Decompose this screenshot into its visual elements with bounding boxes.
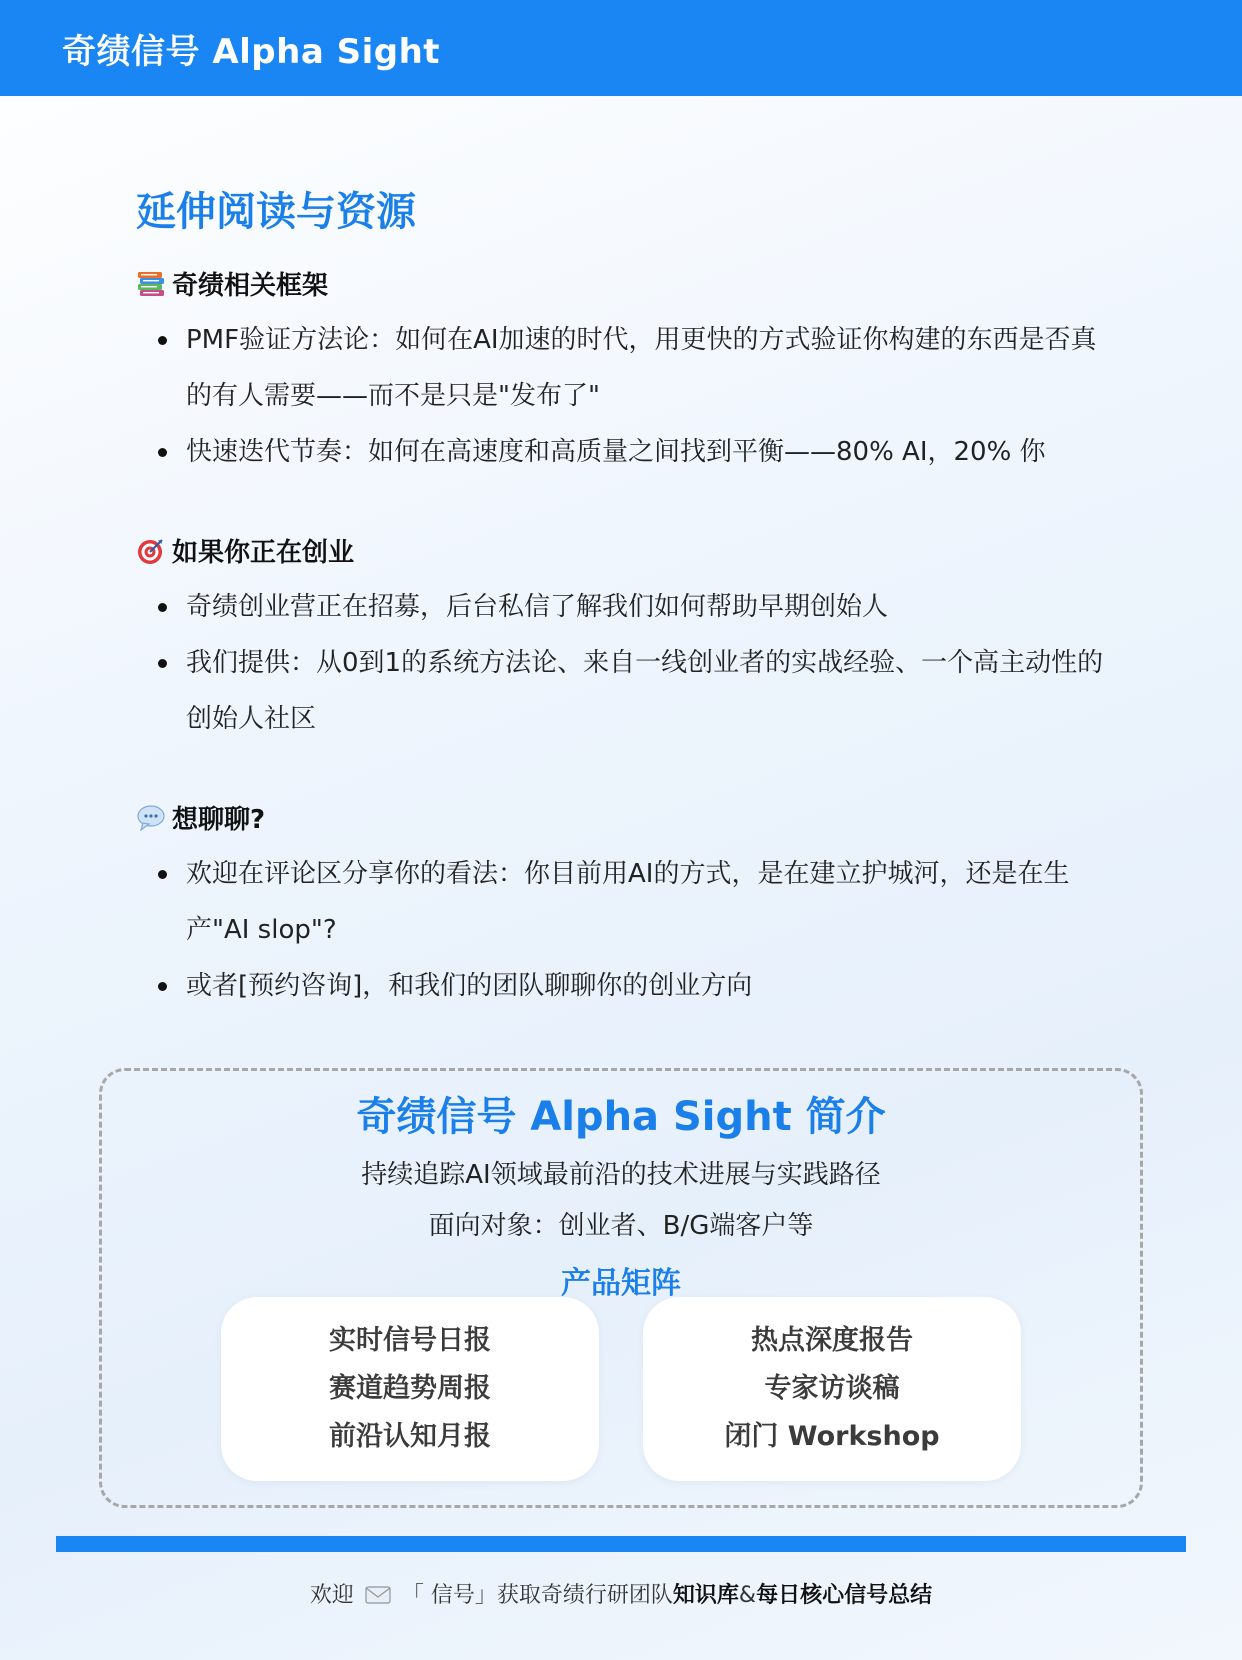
main-content	[136, 180, 1116, 1066]
product-card	[221, 1297, 599, 1481]
books-icon	[136, 269, 166, 299]
product-item: 实时信号日报	[329, 1325, 491, 1356]
speech-bubble-icon	[136, 803, 166, 833]
intro-box	[99, 1068, 1143, 1508]
list-item: 奇绩创业营正在招募，后台私信了解我们如何帮助早期创始人	[158, 579, 1116, 635]
intro-title: 奇绩信号 Alpha Sight 简介	[356, 1094, 886, 1140]
list-item: 我们提供：从0到1的系统方法论、来自一线创业者的实战经验、一个高主动性的创始人社区	[158, 635, 1116, 747]
footer-amp: &	[738, 1583, 757, 1608]
group-frameworks	[136, 265, 1116, 480]
group-title: 奇绩相关框架	[172, 271, 329, 301]
brand-title: 奇绩信号 Alpha Sight	[62, 31, 441, 72]
group-chat	[136, 799, 1116, 1014]
list-item: 快速迭代节奏：如何在高速度和高质量之间找到平衡——80% AI，20% 你	[158, 424, 1116, 480]
footer-summary: 每日核心信号总结	[756, 1583, 933, 1608]
target-icon	[136, 536, 166, 566]
group-startup	[136, 532, 1116, 747]
product-item: 前沿认知月报	[329, 1421, 491, 1452]
envelope-icon	[365, 1585, 391, 1611]
footer	[0, 1578, 1242, 1611]
product-item: 专家访谈稿	[764, 1373, 900, 1404]
list-item: 或者[预约咨询]，和我们的团队聊聊你的创业方向	[158, 958, 1116, 1014]
footer-prefix: 欢迎	[309, 1583, 354, 1608]
product-item: 热点深度报告	[751, 1325, 913, 1356]
list-item: 欢迎在评论区分享你的看法：你目前用AI的方式，是在建立护城河，还是在生产"AI slop"?	[158, 846, 1116, 958]
intro-line: 面向对象：创业者、B/G端客户等	[428, 1211, 814, 1241]
footer-knowledge: 知识库	[672, 1583, 739, 1608]
matrix-title: 产品矩阵	[561, 1266, 681, 1301]
list-item: PMF验证方法论：如何在AI加速的时代，用更快的方式验证你构建的东西是否真的有人需要——而不是只是"发布了"	[158, 312, 1116, 424]
group-header	[136, 799, 1116, 836]
product-item: 赛道趋势周报	[329, 1373, 491, 1404]
top-banner	[0, 0, 1242, 96]
group-header	[136, 532, 1116, 569]
group-title: 想聊聊?	[172, 805, 266, 835]
group-title: 如果你正在创业	[172, 538, 355, 568]
intro-line: 持续追踪AI领域最前沿的技术进展与实践路径	[361, 1160, 881, 1190]
group-header	[136, 265, 1116, 302]
product-cards	[102, 1297, 1140, 1481]
footer-divider	[56, 1536, 1186, 1552]
product-card	[643, 1297, 1021, 1481]
section-title: 延伸阅读与资源	[136, 189, 416, 235]
footer-middle: 「 信号」获取奇绩行研团队	[401, 1583, 673, 1608]
product-item: 闭门 Workshop	[724, 1421, 940, 1452]
